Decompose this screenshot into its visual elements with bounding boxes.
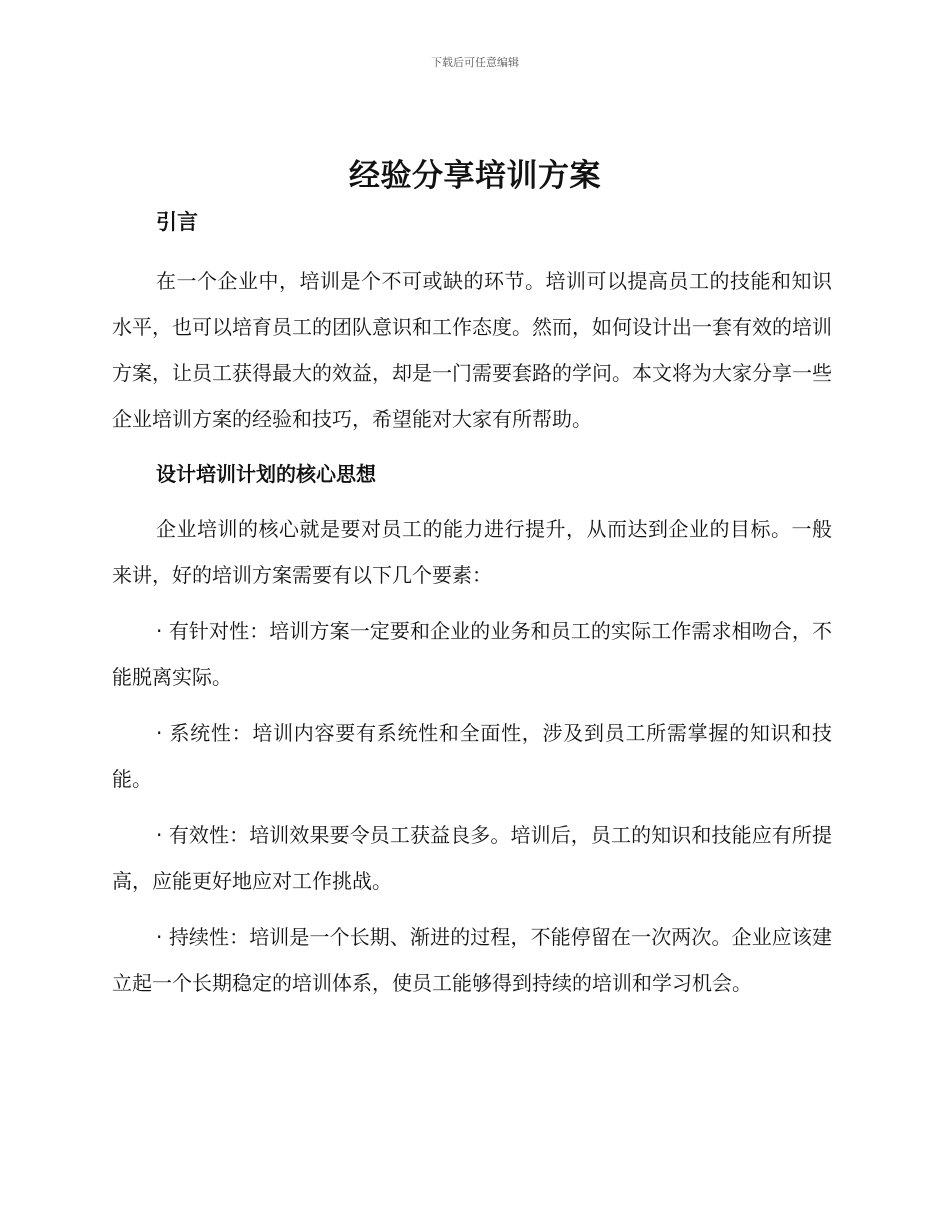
bullet-item-systematic: · 系统性：培训内容要有系统性和全面性，涉及到员工所需掌握的知识和技能。 xyxy=(112,721,832,791)
page-header-note: 下载后可任意编辑 xyxy=(431,56,519,69)
intro-paragraph: 在一个企业中，培训是个不可或缺的环节。培训可以提高员工的技能和知识水平，也可以培育员工的团队意识和工作态度。然而，如何设计出一套有效的培训方案，让员工获得最大的效益，却是一门需要套路的学问。本文将为大家分享一些企业培训方案的经验和技巧，希望能对大家有所帮助。 xyxy=(112,269,832,431)
bullet-item-effective: · 有效性：培训效果要令员工获益良多。培训后，员工的知识和技能应有所提高，应能更好地应对工作挑战。 xyxy=(112,823,832,893)
core-idea-paragraph: 企业培训的核心就是要对员工的能力进行提升，从而达到企业的目标。一般来讲，好的培训方案需要有以下几个要素： xyxy=(112,517,832,587)
section-heading-introduction: 引言 xyxy=(156,210,198,234)
bullet-item-targeted: · 有针对性：培训方案一定要和企业的业务和员工的实际工作需求相吻合，不能脱离实际。 xyxy=(112,619,832,689)
document-title: 经验分享培训方案 xyxy=(349,158,601,194)
section-heading-core-idea: 设计培训计划的核心思想 xyxy=(156,462,376,486)
bullet-item-sustained: · 持续性：培训是一个长期、渐进的过程，不能停留在一次两次。企业应该建立起一个长期稳定的培训体系，使员工能够得到持续的培训和学习机会。 xyxy=(112,925,832,995)
document-body xyxy=(112,202,832,1016)
